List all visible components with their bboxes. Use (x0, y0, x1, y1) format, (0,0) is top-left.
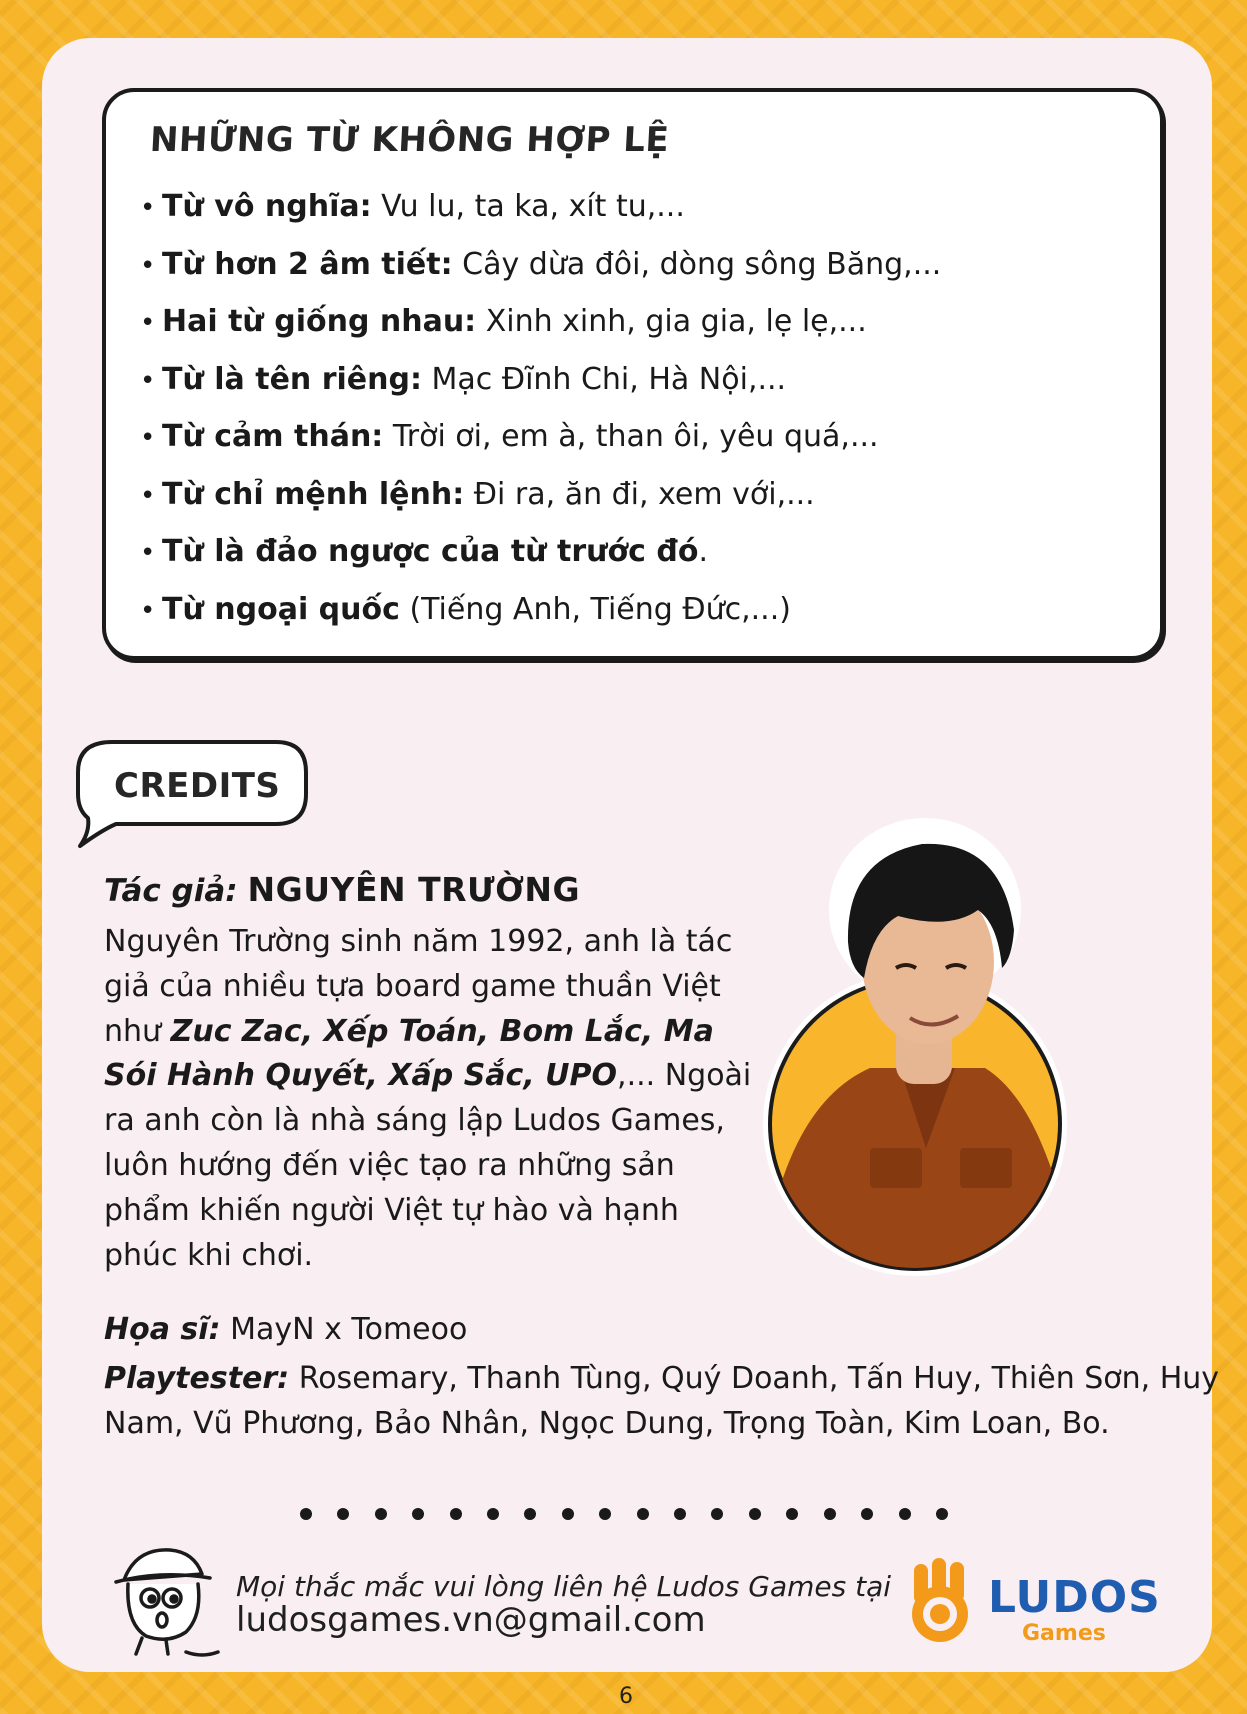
list-item: • Từ ngoại quốc (Tiếng Anh, Tiếng Đức,...) (140, 581, 941, 639)
playtester-label: Playtester: (104, 1361, 290, 1396)
invalid-words-list (140, 178, 941, 638)
bullet-icon: • (140, 480, 156, 511)
author-portrait (750, 818, 1080, 1288)
bullet-icon: • (140, 365, 156, 396)
bullet-icon: • (140, 595, 156, 626)
contact-email[interactable]: ludosgames.vn@gmail.com (236, 1600, 706, 1640)
logo-wordmark: LUDOS (988, 1572, 1161, 1623)
playtester-line (104, 1356, 1224, 1446)
credits-heading: CREDITS (114, 766, 281, 806)
mascot-icon (106, 1540, 226, 1660)
list-item: • Từ chỉ mệnh lệnh: Đi ra, ăn đi, xem với,... (140, 466, 941, 524)
author-label: Tác giả: (104, 873, 238, 909)
artist-label: Họa sĩ: (104, 1312, 221, 1347)
author-name: NGUYÊN TRƯỜNG (247, 870, 581, 909)
invalid-words-box (102, 88, 1164, 660)
page-number: 6 (619, 1684, 633, 1709)
artist-value: MayN x Tomeoo (220, 1312, 468, 1347)
playtester-value: Rosemary, Thanh Tùng, Quý Doanh, Tấn Huy, Thiên Sơn, Huy Nam, Vũ Phương, Bảo Nhân, Ngọc Dung, Trọng Toàn, Kim Loan, Bo. (104, 1361, 1220, 1441)
contact-text: Mọi thắc mắc vui lòng liên hệ Ludos Games tại (236, 1570, 892, 1603)
ludos-hand-icon (904, 1556, 994, 1646)
bullet-icon: • (140, 250, 156, 281)
list-item: • Từ là đảo ngược của từ trước đó. (140, 523, 941, 581)
author-line (104, 870, 580, 909)
list-item: • Hai từ giống nhau: Xinh xinh, gia gia, lẹ lẹ,... (140, 293, 941, 351)
artist-line (104, 1312, 467, 1347)
bullet-icon: • (140, 193, 156, 223)
author-bio: Nguyên Trường sinh năm 1992, anh là tác giả của nhiều tựa board game thuần Việt như Zuc Zac, Xếp Toán, Bom Lắc, Ma Sói Hành Quyết, Xấp Sắc, UPO,... Ngoài ra anh còn là nhà sáng lập Ludos Games, luôn hướng đến việc tạo ra những sản phẩm khiến người Việt tự hào và hạnh phúc khi chơi. (104, 924, 752, 1273)
list-item: • Từ cảm thán: Trời ơi, em à, than ôi, yêu quá,... (140, 408, 941, 466)
bullet-icon: • (140, 423, 156, 453)
bullet-icon: • (140, 538, 156, 568)
invalid-words-title: NHỮNG TỪ KHÔNG HỢP LỆ (148, 120, 671, 160)
bullet-icon: • (140, 308, 156, 338)
list-item: • Từ hơn 2 âm tiết: Cây dừa đôi, dòng sông Băng,... (140, 236, 941, 294)
list-item: • Từ là tên riêng: Mạc Đĩnh Chi, Hà Nội,... (140, 351, 941, 409)
logo-subtitle: Games (1022, 1621, 1106, 1646)
list-item: • Từ vô nghĩa: Vu lu, ta ka, xít tu,... (140, 178, 941, 236)
dot-divider (300, 1508, 948, 1528)
